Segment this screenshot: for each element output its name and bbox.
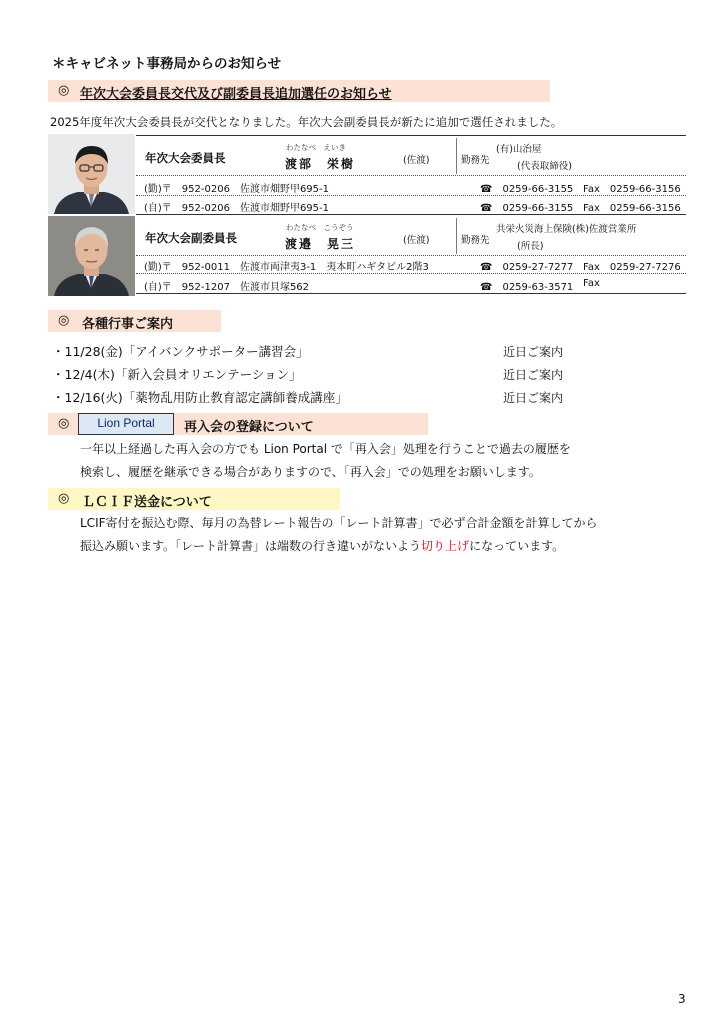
officer2-bottom-rule [136, 293, 686, 294]
officer1-top-rule [136, 135, 686, 136]
section4-title: ＬＣＩＦ送金について [82, 495, 212, 510]
officer2-club: (佐渡) [403, 235, 430, 246]
event-2-status: 近日ご案内 [503, 368, 564, 382]
section2-title: 各種行事ご案内 [82, 317, 174, 332]
section4-band [48, 488, 340, 510]
officer2-role: 年次大会副委員長 [145, 231, 237, 245]
section1-band [48, 80, 550, 102]
officer1-rule1 [136, 175, 686, 176]
section1-intro: 2025年度年次大会委員長が交代となりました。年次大会副委員長が新たに追加で選任されました。 [50, 115, 563, 129]
officer1-club: (佐渡) [403, 155, 430, 166]
section2-band [48, 310, 221, 332]
officer1-name: 渡部 栄樹 [285, 157, 356, 171]
officer2-rule1 [136, 255, 686, 256]
officer1-workplace-line2: (代表取締役) [517, 161, 572, 172]
officer-separator [136, 214, 686, 215]
event-1-status: 近日ご案内 [503, 345, 564, 359]
lion-portal-badge: Lion Portal [78, 413, 174, 435]
officer2-workplace-line2: (所長) [517, 241, 544, 252]
section4-line2-emphasis: 切り上げ [421, 539, 470, 553]
section1-title: 年次大会委員長交代及び副委員長追加選任のお知らせ [80, 87, 392, 102]
officer2-work-fax: Fax 0259-27-7276 [583, 262, 681, 273]
officer1-work-address: (勤)〒 952-0206 佐渡市畑野甲695-1 [144, 184, 330, 195]
event-3: ・12/16(火)「薬物乱用防止教育認定講師養成講座」 [52, 390, 348, 405]
section1-marker: ◎ [58, 83, 70, 98]
section3-title: 再入会の登録について [184, 420, 314, 435]
section4-line2-pre: 振込み願います。「レート計算書」は端数の行き違いがないよう [80, 539, 422, 553]
officer2-kana: わたなべ こうぞう [286, 223, 354, 232]
event-1: ・11/28(金)「アイバンクサポーター講習会」 [52, 344, 309, 359]
section4-line2-post: になっています。 [469, 539, 565, 553]
officer1-home-address: (自)〒 952-0206 佐渡市畑野甲695-1 [144, 203, 330, 214]
officer1-role: 年次大会委員長 [145, 151, 226, 165]
officer2-home-address: (自)〒 952-1207 佐渡市貝塚562 [144, 282, 310, 293]
section3-line2: 検索し、履歴を継承できる場合がありますので、「再入会」での処理をお願いします。 [80, 465, 541, 479]
officer1-workplace-line1: (有)山治屋 [496, 144, 542, 155]
event-2: ・12/4(木)「新入会員オリエンテーション」 [52, 367, 302, 382]
section2-marker: ◎ [58, 313, 70, 328]
officer1-home-fax: Fax 0259-66-3156 [583, 203, 681, 214]
officer2-photo [48, 216, 135, 296]
officer2-work-label: 勤務先 [461, 235, 490, 246]
officer1-work-label: 勤務先 [461, 155, 490, 166]
officer2-work-tel: ☎ 0259-27-7277 [480, 262, 574, 273]
officer1-photo [48, 134, 135, 214]
event-3-status: 近日ご案内 [503, 391, 564, 405]
officer2-workplace-line1: 共栄火災海上保険(株)佐渡営業所 [496, 224, 637, 235]
page-number: 3 [678, 992, 686, 1006]
officer2-divider [456, 218, 457, 254]
officer1-rule2 [136, 195, 686, 196]
section4-line2 [80, 537, 564, 554]
officer1-work-tel: ☎ 0259-66-3155 [480, 184, 574, 195]
officer2-work-address: (勤)〒 952-0011 佐渡市両津夷3-1 夷本町ハギタビル2階3 [144, 262, 429, 273]
section3-line1: 一年以上経過した再入会の方でも Lion Portal で「再入会」処理を行うことで過去の履歴を [80, 442, 571, 456]
officer1-kana: わたなべ えいき [286, 143, 346, 152]
section4-marker: ◎ [58, 491, 70, 506]
officer2-name: 渡邉 晃三 [285, 237, 356, 251]
officer1-home-tel: ☎ 0259-66-3155 [480, 203, 574, 214]
officer1-work-fax: Fax 0259-66-3156 [583, 184, 681, 195]
officer2-home-tel: ☎ 0259-63-3571 [480, 282, 574, 293]
page-header: ＊キャビネット事務局からのお知らせ [52, 56, 282, 72]
section4-line1: LCIF寄付を振込む際、毎月の為替レート報告の「レート計算書」で必ず合計金額を計算してから [80, 516, 598, 530]
officer1-divider [456, 138, 457, 174]
officer2-rule2 [136, 273, 686, 274]
section3-marker: ◎ [58, 416, 70, 431]
officer2-home-fax: Fax [583, 278, 600, 289]
